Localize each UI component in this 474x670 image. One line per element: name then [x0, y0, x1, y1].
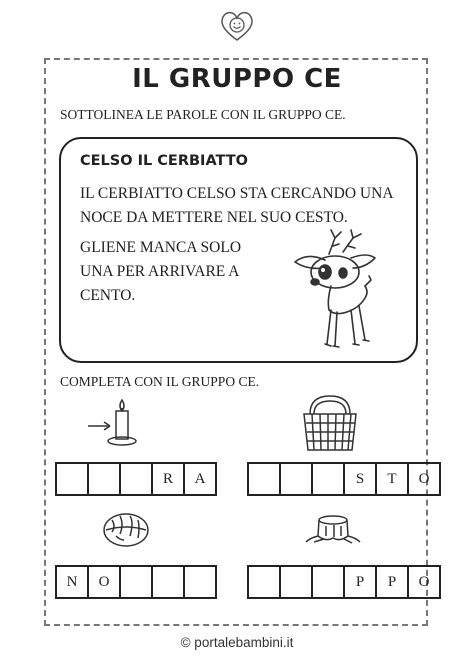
letter-cell: N: [55, 565, 89, 599]
candle-icon: [86, 396, 146, 450]
letter-cell[interactable]: [279, 462, 313, 496]
letter-cell: P: [343, 565, 377, 599]
letter-cell: O: [407, 462, 441, 496]
instruction-complete: COMPLETA CON IL GRUPPO CE.: [60, 374, 260, 389]
letter-cell: R: [151, 462, 185, 496]
page-title: IL GRUPPO CE: [132, 64, 342, 94]
story-line: GLIENE MANCA SOLO: [80, 239, 242, 256]
word-row-3: [55, 565, 217, 599]
letter-cell[interactable]: [183, 565, 217, 599]
fawn-icon: [285, 226, 381, 356]
letter-cell: O: [87, 565, 121, 599]
word-row-1: [55, 462, 217, 496]
letter-cell[interactable]: [311, 462, 345, 496]
letter-cell: T: [375, 462, 409, 496]
story-line: CENTO.: [80, 287, 136, 304]
letter-cell: P: [375, 565, 409, 599]
letter-cell[interactable]: [247, 462, 281, 496]
walnut-icon: [100, 510, 152, 550]
letter-cell: O: [407, 565, 441, 599]
letter-cell[interactable]: [119, 462, 153, 496]
letter-cell[interactable]: [87, 462, 121, 496]
story-paragraph-2: [80, 236, 241, 308]
story-heading: CELSO IL CERBIATTO: [80, 153, 248, 169]
story-line: NOCE DA METTERE NEL SUO CESTO.: [80, 209, 348, 226]
stump-icon: [304, 512, 362, 546]
letter-cell[interactable]: [311, 565, 345, 599]
letter-cell[interactable]: [279, 565, 313, 599]
heart-logo-icon: [217, 6, 257, 46]
footer-credit: © portalebambini.it: [180, 635, 294, 650]
basket-icon: [300, 392, 360, 454]
letter-cell[interactable]: [119, 565, 153, 599]
word-row-4: [247, 565, 441, 599]
instruction-underline: SOTTOLINEA LE PAROLE CON IL GRUPPO CE.: [60, 107, 346, 122]
letter-cell: A: [183, 462, 217, 496]
story-paragraph-1: [80, 182, 394, 230]
letter-cell[interactable]: [247, 565, 281, 599]
story-line: IL CERBIATTO CELSO STA CERCANDO UNA: [80, 185, 394, 202]
letter-cell[interactable]: [55, 462, 89, 496]
word-row-2: [247, 462, 441, 496]
letter-cell[interactable]: [151, 565, 185, 599]
letter-cell: S: [343, 462, 377, 496]
story-line: UNA PER ARRIVARE A: [80, 263, 240, 280]
